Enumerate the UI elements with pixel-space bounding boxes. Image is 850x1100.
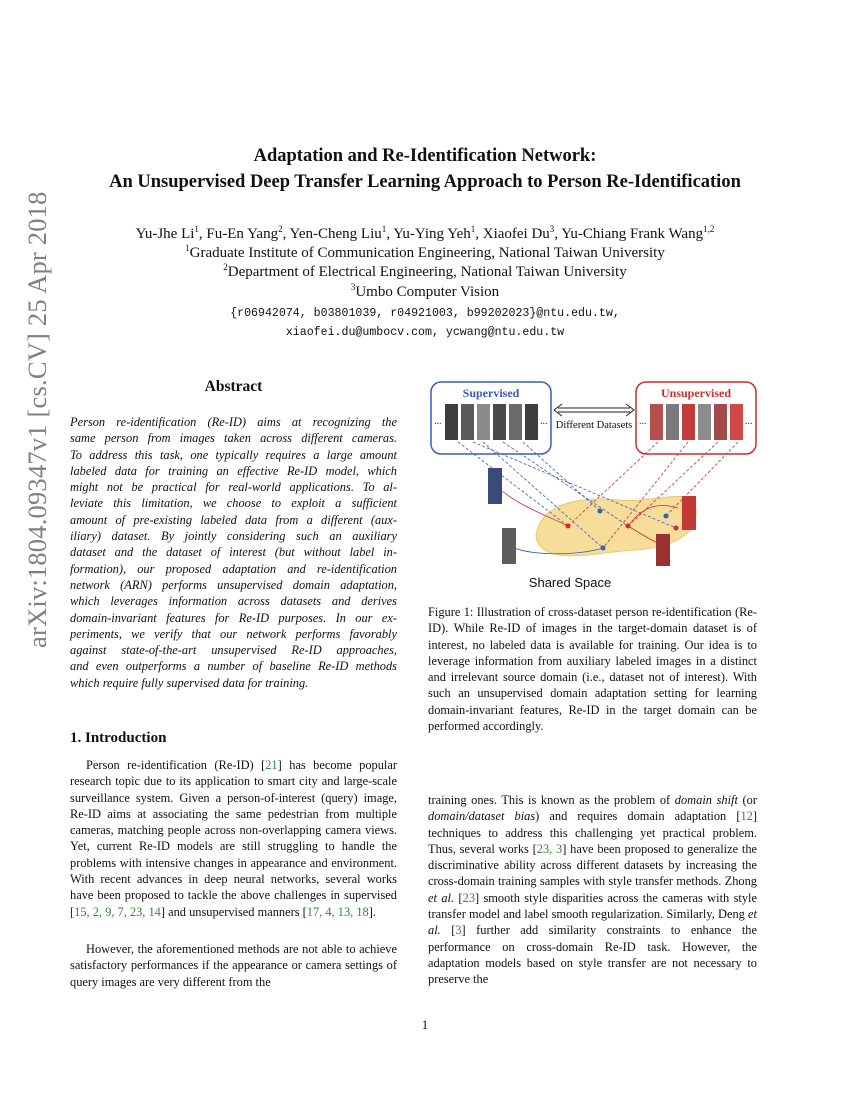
supervised-label: Supervised <box>462 386 520 400</box>
different-datasets-label: Different Datasets <box>555 420 633 431</box>
author-6: , Yu-Chiang Frank Wang <box>554 226 704 242</box>
abstract-line: Person re-identification (Re-ID) aims at recognizing the <box>70 415 397 429</box>
figure-1-illustration <box>428 376 763 598</box>
abstract-line: amount of pre-existing labeled data from a different (aux- <box>70 512 397 527</box>
author-6-affil: 1,2 <box>703 224 715 234</box>
abstract-body <box>70 414 397 691</box>
double-arrow-icon <box>554 404 634 416</box>
affiliation-3: $^3$Umbo Computer Vision <box>350 282 500 300</box>
author-4-affil: 1 <box>470 224 476 234</box>
target-person-image-1 <box>682 496 696 530</box>
author-5: , Xiaofei Du <box>475 226 550 242</box>
abstract-line: leviate this limitation, we choose to exploit a sufficient <box>70 496 397 511</box>
abstract-line: dataset and the dataset of interest (but without label in- <box>70 545 397 560</box>
abstract-line: which leverages information across datasets and derives <box>70 594 397 609</box>
abstract-line: periments, we verify that our network performs favorably <box>70 626 397 641</box>
section-heading-introduction: 1. Introduction <box>70 730 167 746</box>
paper-title-line-1: Adaptation and Re-Identification Network: <box>253 146 597 166</box>
citation-link[interactable]: 17, 4, 13, 18 <box>306 904 369 919</box>
citation-link[interactable]: 23, 3 <box>536 841 563 856</box>
right-column-paragraph: training ones. This is known as the problem of domain shift (or domain/dataset bias) and requires domain adaptation [12] techniques to address this challenging yet practical problem. Thus, several works [23, 3] have been proposed to generalize the discriminative ability across different datasets by increasing the cross-domain training samples with style transfer methods. Zhong et al. [23] smooth style disparities across the cameras with style transfer model and label smooth regularization. Similarly, Deng et al. [3] further add similarity constraints to enhance the performance on cross-domain Re-ID task. However, the adaptation models based on style transfer are not necessary to preserve the <box>428 793 758 987</box>
abstract-line: against state-of-the-art unsupervised Re-ID approaches, <box>70 643 397 658</box>
svg-text:...: ... <box>434 416 442 427</box>
author-3-affil: 1 <box>381 224 387 234</box>
author-1: Yu-Jhe Li <box>135 226 195 242</box>
abstract-line: might not be practical for real-world applications. To al- <box>70 480 397 495</box>
author-2-affil: 2 <box>278 224 283 234</box>
figure-1-caption: Figure 1: Illustration of cross-dataset person re-identification (Re-ID). While Re-ID of images in the target-domain dataset is of interest, no labeled data is available for training. Our idea is to leverage information from auxiliary labeled images in a distinct and irrelevant source domain (i.e., dataset not of interest). With such an unsupervised domain adaptation setting for learning domain-invariant features, Re-ID in the target domain can be performed accordingly. <box>428 605 757 734</box>
intro-paragraph-2: However, the aforementioned methods are not able to achieve satisfactory performances if the appearance or camera settings of query images are very different from the <box>70 942 397 989</box>
citation-link[interactable]: 3 <box>455 923 462 938</box>
shared-space-label: Shared Space <box>528 575 612 590</box>
author-1-affil: 1 <box>194 224 199 234</box>
svg-text:...: ... <box>540 416 548 427</box>
abstract-line: domain-invariant features for Re-ID purposes. In our ex- <box>70 610 397 625</box>
figure-caption-label: Figure 1: <box>428 605 474 619</box>
svg-text:...: ... <box>745 416 753 427</box>
arxiv-sidebar-id: arXiv:1804.09347v1 [cs.CV] 25 Apr 2018 <box>22 191 52 648</box>
citation-link[interactable]: 21 <box>265 758 278 772</box>
source-person-image <box>502 528 516 564</box>
author-2: , Fu-En Yang <box>198 226 279 242</box>
author-3: , Yen-Cheng Liu <box>282 226 382 242</box>
affiliation-1: $^1$Graduate Institute of Communication Engineering, National Taiwan University <box>185 243 665 261</box>
abstract-line: iliary) dataset. By jointly considering such an auxiliary <box>70 529 397 544</box>
email-line-2: xiaofei.du@umbocv.com, ycwang@ntu.edu.tw <box>285 326 565 339</box>
page-number: 1 <box>421 1018 429 1032</box>
unsupervised-label: Unsupervised <box>660 386 732 400</box>
email-line-1: {r06942074, b03801039, r04921003, b99202023}@ntu.edu.tw, <box>230 307 620 320</box>
intro-paragraph-1: Person re-identification (Re-ID) [21] has become popular research topic due to its application to smart city and large-scale surveillance system. Given a person-of-interest (query) image, Re-ID aims at associating the same pedestrian from multiple cameras, matching people across non-overlapping camera views. Yet, current Re-ID models are still struggling to handle the problems with intensive changes in appearance and environment. With recent advances in deep neural networks, several works have been proposed to tackle the above challenges in supervised [15, 2, 9, 7, 23, 14] and unsupervised manners [17, 4, 13, 18]. <box>70 758 397 919</box>
citation-link[interactable]: 23 <box>462 890 475 905</box>
abstract-line: same person from images taken across different cameras. <box>70 431 397 446</box>
abstract-line: labeled data for training an effective Re-ID model, which <box>70 463 397 478</box>
query-person-image <box>488 468 502 504</box>
abstract-line: and even outperforms a number of baseline Re-ID methods <box>70 659 397 674</box>
affiliation-2: $^2$Department of Electrical Engineering, National Taiwan University <box>223 262 627 280</box>
abstract-line: formation), our proposed adaptation and re-identification <box>70 561 397 576</box>
citation-link[interactable]: 12 <box>740 809 753 824</box>
figure-1 <box>428 376 763 598</box>
abstract-line: To address this task, one typically requires a large amount <box>70 447 397 462</box>
target-person-image-2 <box>656 534 670 566</box>
citation-link[interactable]: 15, 2, 9, 7, 23, 14 <box>74 904 161 919</box>
abstract-line: network (ARN) performs unsupervised domain adaptation, <box>70 577 397 592</box>
author-4: , Yu-Ying Yeh <box>386 226 471 242</box>
author-5-affil: 3 <box>549 224 555 234</box>
abstract-heading: Abstract <box>204 378 263 395</box>
abstract-line: which require fully supervised data for training. <box>70 675 309 690</box>
paper-title-line-2: An Unsupervised Deep Transfer Learning Approach to Person Re-Identification <box>109 172 741 192</box>
svg-text:...: ... <box>639 416 647 427</box>
author-list <box>0 226 850 243</box>
